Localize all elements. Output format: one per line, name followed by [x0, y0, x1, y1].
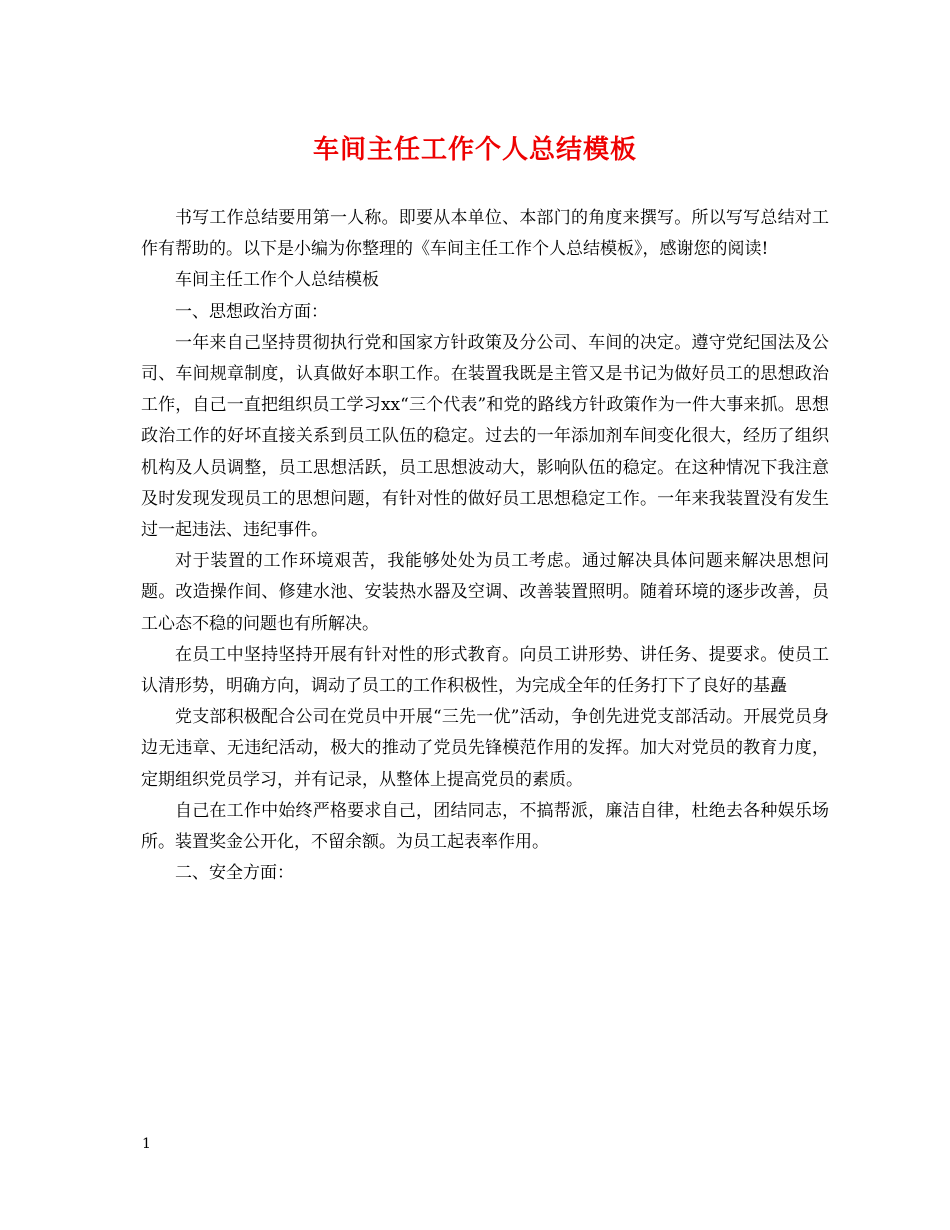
page-number: 1: [142, 1136, 151, 1152]
paragraph-politics-4: 党支部积极配合公司在党员中开展“三先一优”活动，争创先进党支部活动。开展党员身边无违章、无违纪活动，极大的推动了党员先锋模范作用的发挥。加大对党员的教育力度，定期组织党员学习，并有记录，从整体上提高党员的素质。: [141, 707, 829, 790]
paragraph-politics-3: 在员工中坚持坚持开展有针对性的形式教育。向员工讲形势、讲任务、提要求。使员工认清形势，明确方向，调动了员工的工作积极性，为完成全年的任务打下了良好的基矗: [141, 644, 829, 697]
document-title: 车间主任工作个人总结模板: [312, 135, 637, 165]
section-heading-safety: 二、安全方面：: [175, 863, 294, 884]
section-heading-politics: 一、思想政治方面：: [175, 301, 328, 322]
paragraph-intro: 书写工作总结要用第一人称。即要从本单位、本部门的角度来撰写。所以写写总结对工作有帮助的。以下是小编为你整理的《车间主任工作个人总结模板》，感谢您的阅读!: [141, 208, 829, 260]
paragraph-politics-2: 对于装置的工作环境艰苦，我能够处处为员工考虑。通过解决具体问题来解决思想问题。改造操作间、修建水池、安装热水器及空调、改善装置照明。随着环境的逐步改善，员工心态不稳的问题也有所解决。: [141, 551, 829, 634]
paragraph-subtitle: 车间主任工作个人总结模板: [175, 270, 379, 291]
paragraph-politics-5: 自己在工作中始终严格要求自己，团结同志，不搞帮派，廉洁自律，杜绝去各种娱乐场所。装置奖金公开化，不留余额。为员工起表率作用。: [141, 800, 829, 853]
document-body: [141, 203, 829, 889]
paragraph-politics-1: 一年来自己坚持贯彻执行党和国家方针政策及分公司、车间的决定。遵守党纪国法及公司、车间规章制度，认真做好本职工作。在装置我既是主管又是书记为做好员工的思想政治工作，自己一直把组织员工学习xx“三个代表”和党的路线方针政策作为一件大事来抓。思想政治工作的好坏直接关系到员工队伍的稳定。过去的一年添加剂车间变化很大，经历了组织机构及人员调整，员工思想活跃，员工思想波动大，影响队伍的稳定。在这种情况下我注意及时发现发现员工的思想问题，有针对性的做好员工思想稳定工作。一年来我装置没有发生过一起违法、违纪事件。: [141, 332, 829, 541]
